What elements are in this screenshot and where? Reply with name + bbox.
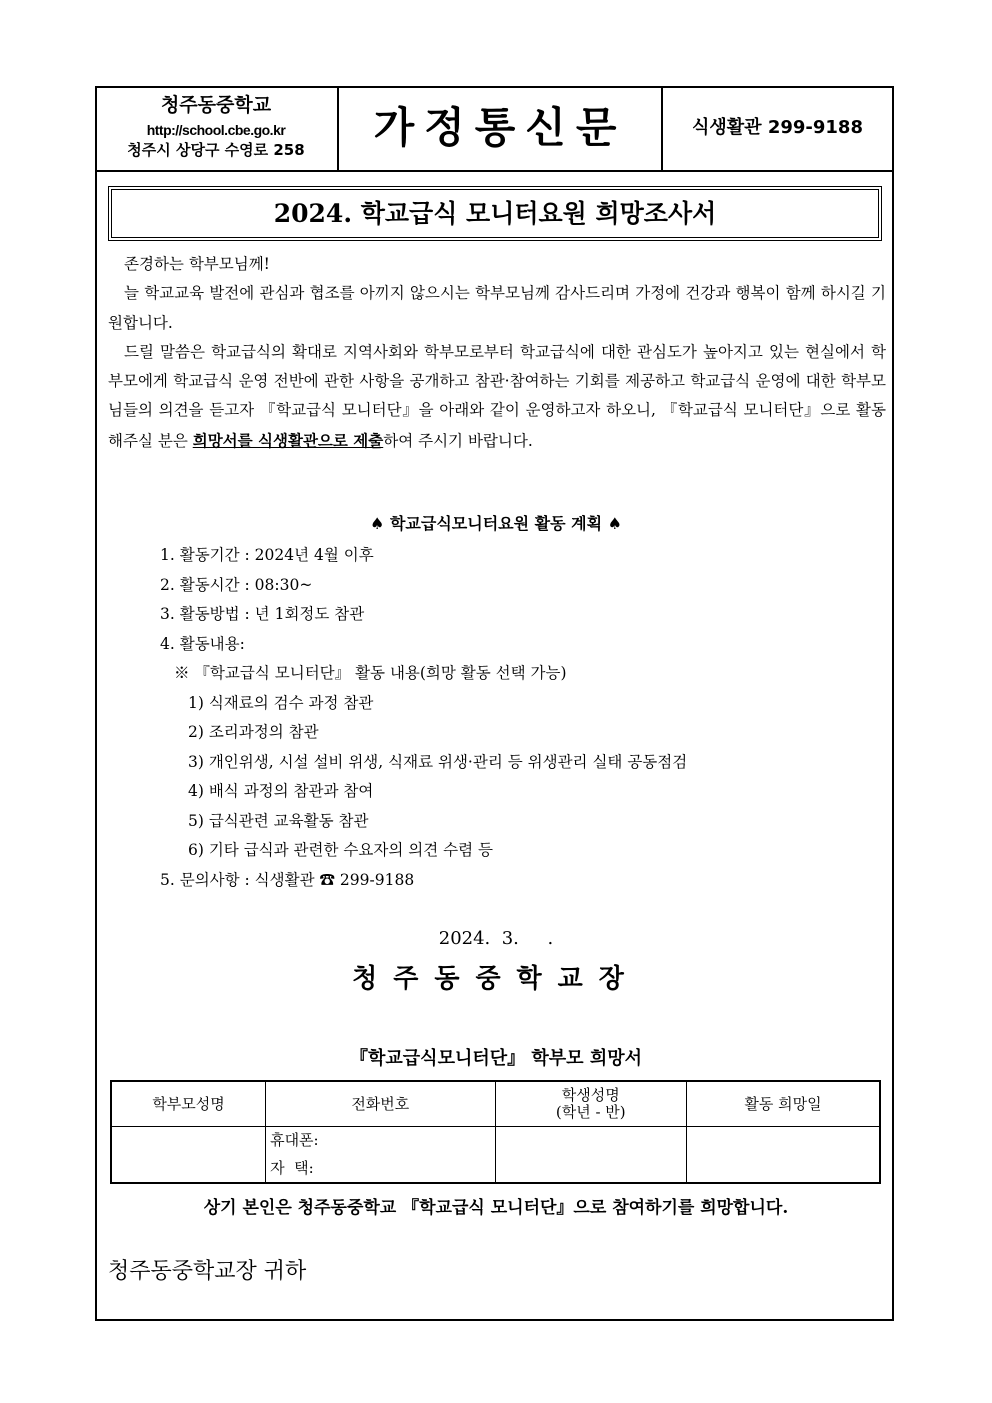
- mobile-label: 휴대폰:: [270, 1127, 490, 1155]
- paragraph-2: [108, 338, 886, 456]
- header-preferred-day: 활동 희망일: [687, 1081, 880, 1127]
- header-student: [495, 1081, 686, 1127]
- activity-item: 4) 배식 과정의 참관과 참여: [188, 782, 374, 800]
- plan-item-method: 3. 활동방법 : 년 1회정도 참관: [160, 605, 365, 623]
- header-phone: 전화번호: [266, 1081, 495, 1127]
- paragraph-2-main: 드릴 말씀은 학교급식의 확대로 지역사회와 학부모로부터 학교급식에 대한 관심도가 높아지고 있는 현실에서 학부모에게 학교급식 운영 전반에 관한 사항을 공개하고 참관·참여하는 기회를 제공하고 학교급식 운영에 대한 학부모님들의 의견을 듣고자 『학교급식 모니터단』을 아래와 같이 운영하고자 하오니, 『학교급식 모니터단』으로 활동해주실 분은: [108, 342, 886, 450]
- home-label: 자 택:: [270, 1159, 314, 1177]
- plan-item-inquiry: 5. 문의사항 : 식생활관 ☎ 299-9188: [160, 870, 415, 889]
- application-header-row: [111, 1081, 880, 1127]
- contact-number: 식생활관 299-9188: [692, 117, 863, 138]
- school-name: 청주동중학교: [160, 94, 272, 116]
- addressee: 청주동중학교장 귀하: [108, 1259, 307, 1284]
- preferred-day-field[interactable]: [687, 1127, 880, 1184]
- plan-note: ※ 『학교급식 모니터단』 활동 내용(희망 활동 선택 가능): [174, 664, 567, 682]
- plan-item-content: 4. 활동내용:: [160, 634, 245, 653]
- paragraph-2-emphasis: 희망서를 식생활관으로 제출: [192, 430, 384, 450]
- application-table: [110, 1080, 881, 1184]
- application-entry-row: [111, 1127, 880, 1184]
- school-info: [95, 86, 339, 170]
- activity-item: 6) 기타 급식과 관련한 수요자의 의견 수렴 등: [188, 841, 493, 859]
- activity-item: 5) 급식관련 교육활동 참관: [188, 811, 369, 830]
- parent-name-field[interactable]: [111, 1127, 266, 1184]
- issue-date: 2024. 3. .: [438, 928, 554, 949]
- plan-title: ♠ 학교급식모니터요원 활동 계획 ♠: [370, 514, 622, 533]
- plan-item-time: 2. 활동시간 : 08:30~: [160, 575, 313, 594]
- pledge-statement: 상기 본인은 청주동중학교 『학교급식 모니터단』으로 참여하기를 희망합니다.: [203, 1198, 789, 1218]
- activity-item: 1) 식재료의 검수 과정 참관: [188, 693, 374, 712]
- document-title: 2024. 학교급식 모니터요원 희망조사서: [111, 189, 879, 238]
- school-address: 청주시 상당구 수영로 258: [127, 141, 305, 159]
- phone-field[interactable]: [266, 1127, 495, 1184]
- newsletter-title: 가정통신문: [339, 86, 663, 170]
- activity-item: 3) 개인위생, 시설 설비 위생, 식재료 위생·관리 등 위생관리 실태 공동점검: [188, 752, 688, 771]
- school-url[interactable]: http://school.cbe.go.kr: [146, 122, 286, 138]
- application-title: 『학교급식모니터단』 학부모 희망서: [350, 1048, 642, 1069]
- student-field[interactable]: [495, 1127, 686, 1184]
- paragraph-1: 늘 학교교육 발전에 관심과 협조를 아끼지 않으시는 학부모님께 감사드리며 가정에 건강과 행복이 함께 하시길 기원합니다.: [108, 284, 886, 332]
- header-student-name: 학생성명: [561, 1086, 620, 1104]
- activity-item: 2) 조리과정의 참관: [188, 723, 319, 741]
- principal-signature: 청주동중학교장: [352, 964, 640, 994]
- document-title-box: [108, 186, 882, 241]
- plan-item-period: 1. 활동기간 : 2024년 4월 이후: [160, 546, 374, 564]
- header-student-grade: (학년 - 반): [555, 1103, 626, 1121]
- plan-list: [160, 541, 860, 895]
- header-parent-name: 학부모성명: [111, 1081, 266, 1127]
- paragraph-2-tail: 하여 주시기 바랍니다.: [383, 431, 533, 450]
- newsletter-header: [95, 86, 894, 172]
- letter-body: [108, 250, 886, 456]
- greeting: 존경하는 학부모님께!: [124, 255, 270, 273]
